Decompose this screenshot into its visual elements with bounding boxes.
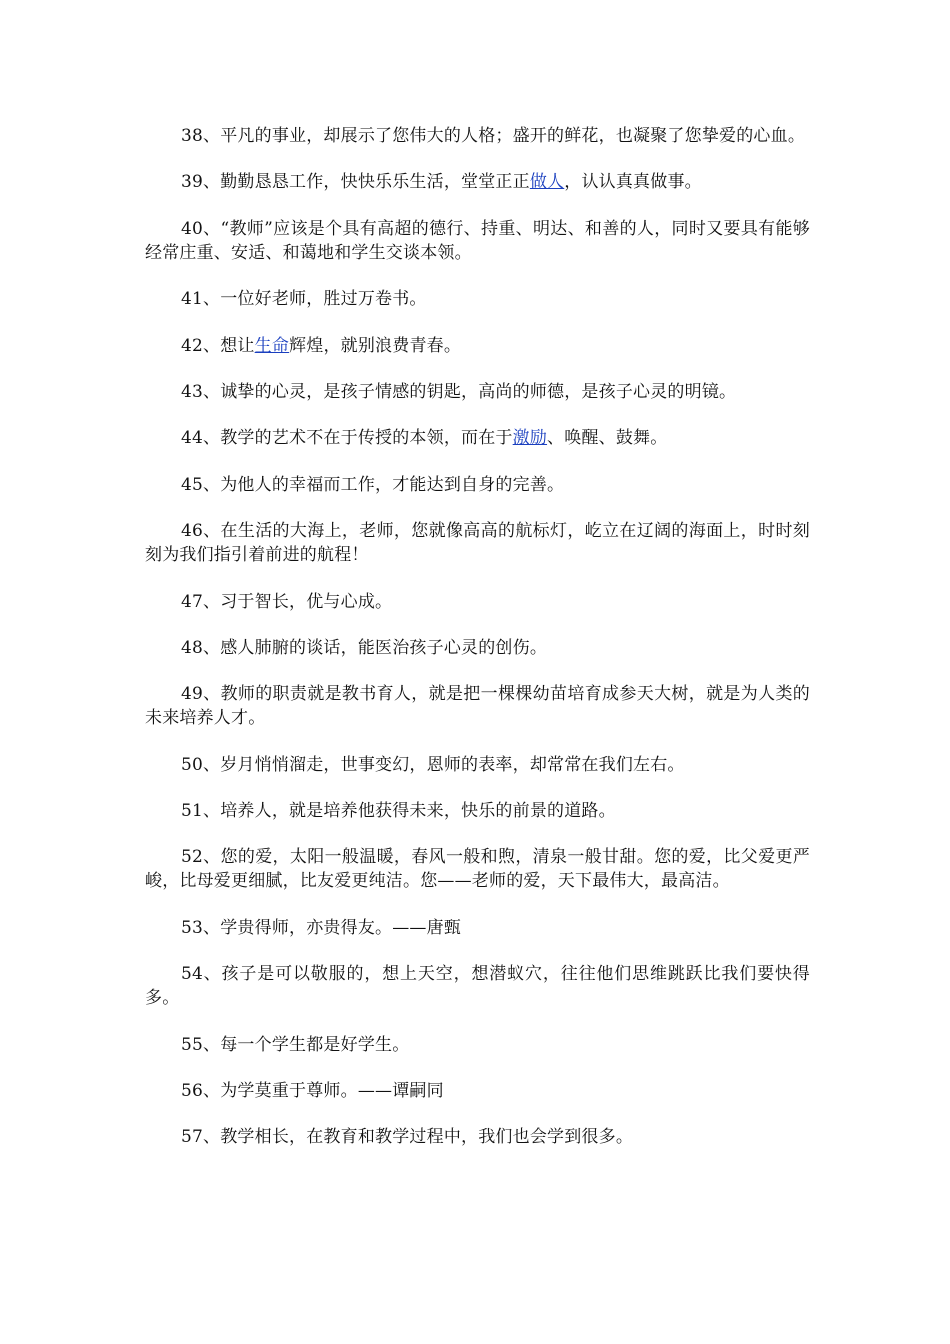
paragraph-text: 辉煌，就别浪费青春。 <box>289 335 462 356</box>
quote-paragraph <box>145 1079 810 1103</box>
paragraph-text: 50、岁月悄悄溜走，世事变幻，恩师的表率，却常常在我们左右。 <box>181 754 685 775</box>
paragraph-text: 40、“教师”应该是个具有高超的德行、持重、明达、和善的人，同时又要具有能够经常庄重、安适、和蔼地和学生交谈本领。 <box>145 218 810 263</box>
paragraph-text: 、唤醒、鼓舞。 <box>547 428 668 449</box>
quote-paragraph <box>145 1125 810 1149</box>
paragraph-text: 51、培养人，就是培养他获得未来，快乐的前景的道路。 <box>181 801 616 822</box>
quote-paragraph <box>145 845 810 893</box>
paragraph-text: ，认认真真做事。 <box>564 172 702 193</box>
quote-paragraph <box>145 682 810 730</box>
paragraph-text: 43、诚挚的心灵，是孩子情感的钥匙，高尚的师德，是孩子心灵的明镜。 <box>181 381 737 402</box>
paragraph-text: 49、教师的职责就是教书育人，就是把一棵棵幼苗培育成参天大树，就是为人类的未来培养人才。 <box>145 684 810 729</box>
paragraph-text: 55、每一个学生都是好学生。 <box>181 1034 410 1055</box>
paragraph-text: 42、想让 <box>181 335 255 356</box>
quote-paragraph <box>145 1033 810 1057</box>
paragraph-text: 57、教学相长，在教育和教学过程中，我们也会学到很多。 <box>181 1127 634 1148</box>
paragraph-text: 54、孩子是可以敬服的，想上天空，想潜蚁穴，往往他们思维跳跃比我们要快得多。 <box>145 964 810 1009</box>
quote-paragraph <box>145 217 810 265</box>
quote-paragraph <box>145 380 810 404</box>
quote-paragraph <box>145 916 810 940</box>
quote-paragraph <box>145 334 810 358</box>
quote-paragraph <box>145 426 810 450</box>
paragraph-text: 46、在生活的大海上，老师，您就像高高的航标灯，屹立在辽阔的海面上，时时刻刻为我们指引着前进的航程！ <box>145 521 810 566</box>
quote-paragraph <box>145 519 810 567</box>
paragraph-text: 44、教学的艺术不在于传授的本领，而在于 <box>181 428 513 449</box>
quote-paragraph <box>145 962 810 1010</box>
quote-paragraph <box>145 287 810 311</box>
quote-paragraph <box>145 170 810 194</box>
paragraph-text: 45、为他人的幸福而工作，才能达到自身的完善。 <box>181 474 565 495</box>
quote-paragraph <box>145 799 810 823</box>
paragraph-text: 56、为学莫重于尊师。——谭嗣同 <box>181 1081 444 1102</box>
inline-link[interactable]: 生命 <box>254 335 290 356</box>
paragraph-text: 53、学贵得师，亦贵得友。——唐甄 <box>181 917 462 938</box>
paragraph-text: 48、感人肺腑的谈话，能医治孩子心灵的创伤。 <box>181 637 548 658</box>
paragraph-text: 52、您的爱，太阳一般温暖，春风一般和煦，清泉一般甘甜。您的爱，比父爱更严峻，比母爱更细腻，比友爱更纯洁。您——老师的爱，天下最伟大，最高洁。 <box>145 847 810 892</box>
quote-paragraph <box>145 473 810 497</box>
paragraph-text: 41、一位好老师，胜过万卷书。 <box>181 289 427 310</box>
paragraph-text: 47、习于智长，优与心成。 <box>181 591 393 612</box>
inline-link[interactable]: 激励 <box>512 428 548 449</box>
paragraph-text: 38、平凡的事业，却展示了您伟大的人格；盛开的鲜花，也凝聚了您挚爱的心血。 <box>181 126 806 146</box>
quote-paragraph <box>145 124 810 148</box>
quote-paragraph <box>145 753 810 777</box>
paragraph-text: 39、勤勤恳恳工作，快快乐乐生活，堂堂正正 <box>181 172 530 193</box>
quote-paragraph <box>145 590 810 614</box>
inline-link[interactable]: 做人 <box>529 172 565 193</box>
document-page <box>145 124 810 1172</box>
quote-paragraph <box>145 636 810 660</box>
